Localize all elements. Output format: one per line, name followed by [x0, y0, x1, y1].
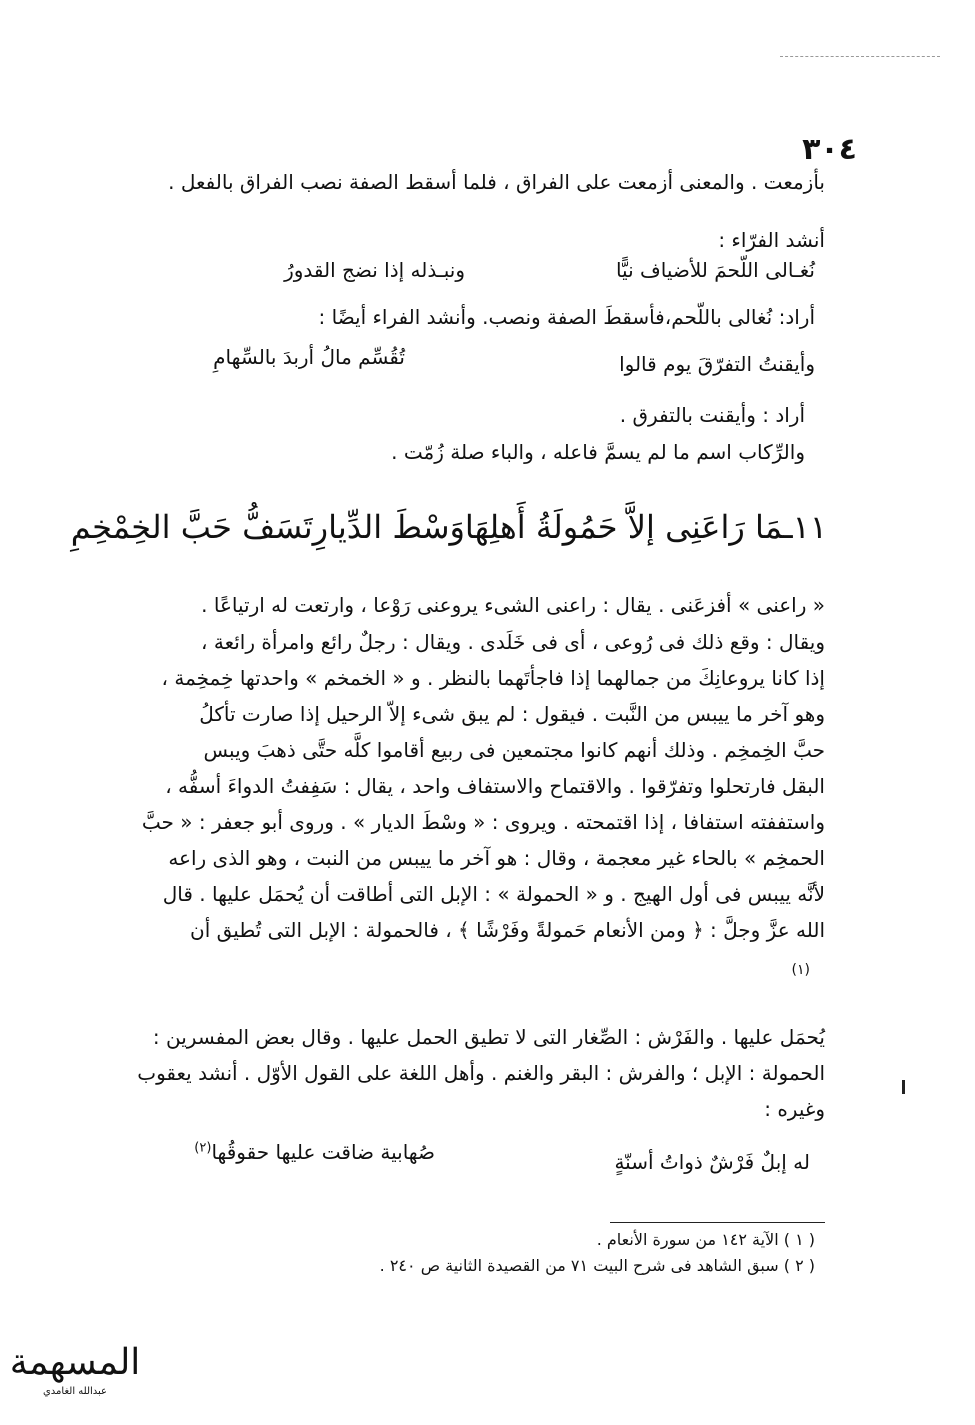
text-line: أنشد الفرّاء : [718, 228, 825, 252]
verse-2-second-hemistich: تُقُسِّم مالُ أربدَ بالسِّهامِ [213, 345, 405, 369]
commentary-line: وهو آخر ما ييبس من النَّبت . فيقول : لم يبق شىء إلاّ الرحيل إذا صارت تأكلُ [199, 702, 825, 726]
library-stamp [5, 1340, 145, 1415]
commentary-line: لأنَّه ييبس فى أول الهيج . و « الحمولة » : الإبل التى أطاقت أن يُحمَل عليها . قال [162, 882, 825, 906]
footnote-rule [610, 1222, 825, 1223]
verse-3-second-text: صُهابية ضاقت عليها حقوقُها [211, 1140, 435, 1164]
commentary-line: ويقال : وقع ذلك فى رُوعى ، أى فى خَلَدى . ويقال : رجلٌ رائع وامرأة رائعة ، [201, 630, 825, 654]
commentary-line: « راعنى » أفزعَنى . يقال : راعنى الشىء يروعنى رَوْعا ، وارتعت له ارتياعًا . [201, 593, 825, 617]
commentary-line: إذا كانا يروعانِكَ من جمالهما إذا فاجأتَهما بالنظر . و « الخمخم » واحدتها خِمخِمة ، [161, 666, 825, 690]
footnote-ref-1: (١) [791, 962, 810, 978]
verse-1-first-hemistich: نُغـالى اللّحمَ للأضياف نيًّا [615, 258, 815, 282]
footnote-2: ( ٢ ) سبق الشاهد فى شرح البيت ٧١ من القصيدة الثانية ص ٢٤٠ . [379, 1256, 815, 1275]
text-line: أراد : وأيقنت بالتفرق . [619, 403, 805, 427]
footnote-ref-2: (٢) [194, 1140, 212, 1156]
verse-2-first-hemistich: وأيقنتُ التفرّقَ يوم قالوا [619, 352, 815, 376]
page-number: ٣٠٤ [802, 132, 857, 167]
commentary-line: الحمخِم » بالحاء غير معجمة ، وقال : هو آخر ما ييبس من النبت ، وهو الذى راعه [168, 846, 825, 870]
margin-mark [902, 1080, 905, 1094]
stamp-main-text: المسهمة [9, 1342, 141, 1383]
commentary-line: الحمولة : الإبل ؛ والفرش : البقر والغنم . وأهل اللغة على القول الأوّل . أنشد يعقوب [137, 1061, 825, 1085]
stamp-sub-text: عبدالله الغامدي [42, 1386, 108, 1397]
commentary-line: واستففته استفافا ، إذا اقتمحته . ويروى : « وسْطَ الديار » . وروى أبو جعفر : « حبَّ [141, 810, 825, 834]
verse-1-second-hemistich: ونبـذله إذا نضج القدورُ [284, 258, 465, 282]
commentary-line: البقل فارتحلوا وتفرّقوا . والاقتماح والاستفاف واحد ، يقال : سَفِفتُ الدواءَ أسفُّه ، [165, 774, 825, 798]
main-verse-first-hemistich: ١١ـمَا رَاعَنِى إلاَّ حَمُولَةُ أَهلِهَا [464, 508, 827, 546]
commentary-line: وغيره : [764, 1097, 825, 1121]
main-verse-second-hemistich: وَسْطَ الدِّيارِتَسَفُّ حَبَّ الخِمْخِمِ [70, 508, 465, 546]
footnote-marker-1-line [792, 955, 810, 979]
verse-3-second-hemistich [194, 1140, 435, 1164]
commentary-line: يُحمَل عليها . والفَرْش : الصِّغار التى لا تطيق الحمل عليها . وقال بعض المفسرين : [152, 1025, 825, 1049]
text-line: أراد: نُغالى باللّحم،فأسقطَ الصفة ونصب. وأنشد الفراء أيضًا : [318, 305, 815, 329]
text-line: بأزمعت . والمعنى أزمعت على الفراق ، فلما أسقط الصفة نصب الفراق بالفعل . [168, 170, 825, 194]
verse-3-first-hemistich: له إبلٌ فَرْشٌ ذواتُ أسنّةٍ [614, 1150, 810, 1174]
footnote-1: ( ١ ) الآية ١٤٢ من سورة الأنعام . [596, 1230, 815, 1249]
commentary-line: حبَّ الخِمخِم . وذلك أنهم كانوا مجتمعين فى ربيع أقاموا كلَّه حتَّى ذهبَ ويبس [203, 738, 825, 762]
commentary-line: الله عزَّ وجلَّ : ﴿ ومن الأنعام حَمولةً وفَرْشًا ﴾ ، فالحمولة : الإبل التى تُطيق أن [190, 918, 825, 942]
top-dashed-rule [780, 56, 940, 57]
text-line: والرِّكاب اسم ما لم يسمَّ فاعله ، والباء صلة زُمّت . [391, 440, 805, 464]
